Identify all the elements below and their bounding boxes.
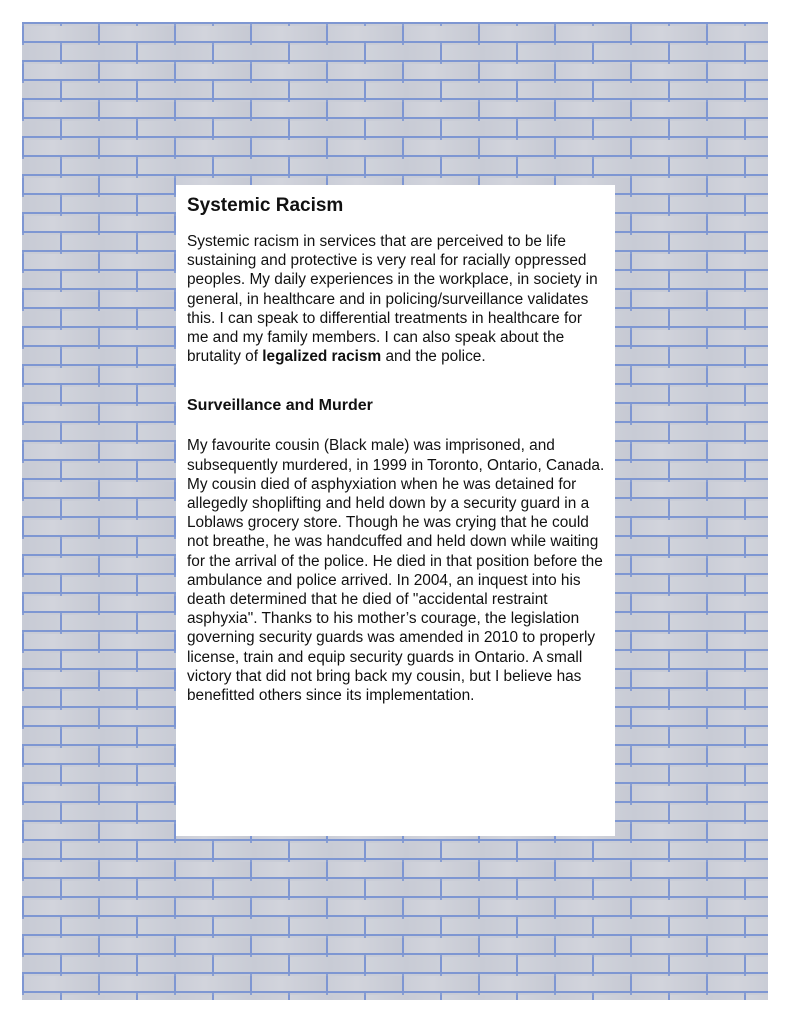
brick-row — [22, 98, 768, 117]
brick-row — [22, 22, 768, 41]
paragraph-text: Systemic racism in services that are perceived to be life sustaining and protective is very real for racially oppressed peoples. My daily experiences in the workplace, in society in general, in healthcare and in policing/surveillance validates this. I can speak to differential treatments in healthcare for me and my family members. I can also speak about the brutality of — [187, 233, 598, 366]
brick-row — [22, 79, 768, 98]
text-panel — [176, 185, 615, 836]
brick-row — [22, 915, 768, 934]
section-title-surveillance-and-murder: Surveillance and Murder — [187, 397, 373, 415]
brick-row — [22, 41, 768, 60]
brick-row — [22, 60, 768, 79]
brick-row — [22, 858, 768, 877]
brick-row — [22, 896, 768, 915]
brick-row — [22, 991, 768, 1000]
brick-row — [22, 155, 768, 174]
systemic-racism-paragraph — [187, 232, 605, 366]
brick-row — [22, 953, 768, 972]
section-title-systemic-racism: Systemic Racism — [187, 195, 344, 216]
brick-row — [22, 136, 768, 155]
brick-row — [22, 972, 768, 991]
surveillance-paragraph: My favourite cousin (Black male) was imprisoned, and subsequently murdered, in 1999 in Toronto, Ontario, Canada. My cousin died of asphyxiation when he was detained for allegedly shoplifting and held down by a security guard in a Loblaws grocery store. Though he was crying that he could not breathe, he was handcuffed and held down while waiting for the arrival of the police. He died in that position before the ambulance and police arrived. In 2004, an inquest into his death determined that he died of "accidental restraint asphyxia". Thanks to his mother’s courage, the legislation governing security guards was amended in 2010 to properly license, train and equip security guards in Ontario. A small victory that did not bring back my cousin, but I believe has benefitted others since its implementation. — [187, 437, 605, 705]
brick-row — [22, 839, 768, 858]
brick-row — [22, 877, 768, 896]
paragraph-text-end: and the police. — [381, 348, 486, 366]
brick-row — [22, 117, 768, 136]
bold-phrase: legalized racism — [262, 348, 382, 366]
brick-row — [22, 934, 768, 953]
